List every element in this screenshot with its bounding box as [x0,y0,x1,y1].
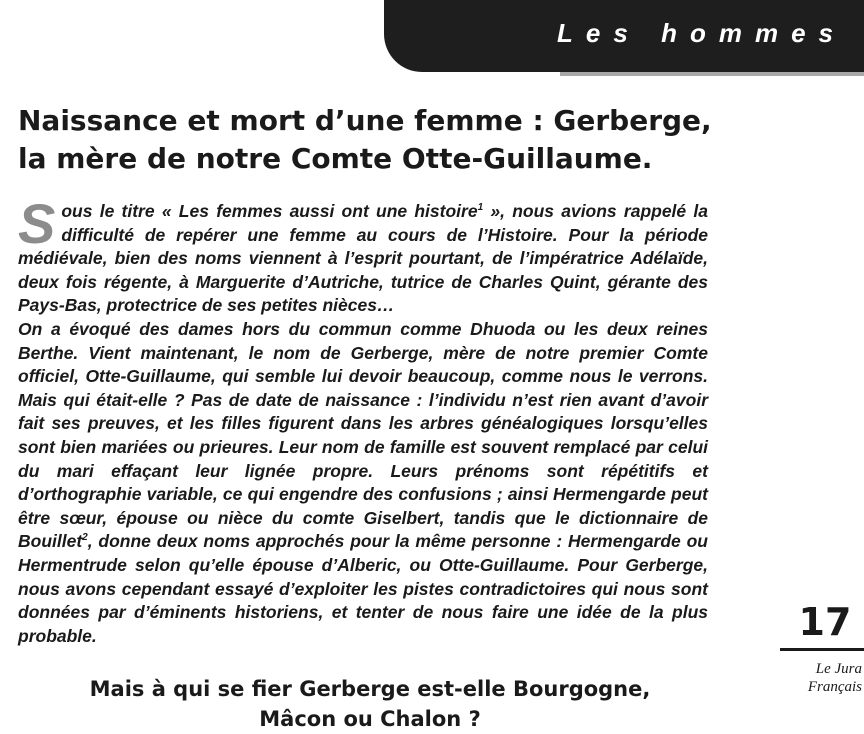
paragraph-1-text-a: ous le titre « Les femmes aussi ont une histoire [61,201,478,221]
publication-line-2: Français [807,679,862,695]
publication-line-1: Le Jura [815,661,862,677]
article-title [18,102,778,178]
article-title-line-1: Naissance et mort d’une femme : Gerberge, [18,104,712,137]
article-body [18,192,708,648]
paragraph-2-text-a: On a évoqué des dames hors du commun comme Dhuoda ou les deux reines Berthe. Vient maintenant, le nom de Gerberge, mère de notre premier Comte officiel, Otte-Guillaume, qui semble lui devoir beaucoup, comme nous le verrons. Mais qui était-elle ? Pas de date de naissance : l’individu n’est rien avant d’avoir fait ses preuves, et les filles figurent dans les arbres généalogiques lorsqu’elles sont bien mariées ou prieures. Leur nom de famille est souvent remplacé par celui du mari effaçant leur lignée propre. Leurs prénoms sont répétitifs et d’orthographie variable, ce qui engendre des confusions ; ainsi Hermengarde peut être sœur, épouse ou nièce du comte Giselbert, tandis que le dictionnaire de Bouillet [18,318,708,552]
paragraph-2 [18,318,708,648]
footnote-marker-2: 2 [82,532,88,544]
section-subheading [60,674,680,734]
subheading-line-1: Mais à qui se fier Gerberge est-elle Bourgogne, [89,677,651,701]
subheading-line-2: Mâcon ou Chalon ? [259,707,481,731]
publication-name [778,660,862,696]
section-title: Les hommes [557,18,846,48]
header-rule [560,72,864,76]
paragraph-1-text-b: », nous avions rappelé la difficulté de repérer une femme au cours de l’Histoire. Pour la période médiévale, bien des noms viennent à l’esprit pourtant, de l’impératrice Adélaïde, deux fois régente, à Marguerite d’Autriche, tutrice de Charles Quint, gérante des Pays-Bas, protectrice de ses petites nièces… [18,201,708,316]
article-title-line-2: la mère de notre Comte Otte-Guillaume. [18,142,653,175]
footnote-marker-1: 1 [477,202,484,214]
drop-cap: S [18,192,56,255]
page-number-rule [780,648,864,651]
paragraph-2-text-b: , donne deux noms approchés pour la même personne : Hermengarde ou Hermentrude selon qu’elle épouse d’Alberic, ou Otte-Guillaume. Pour Gerberge, nous avons cependant essayé d’exploiter les pistes contradictoires qui nous sont données par d’éminents historiens, et tenter de nous faire une idée de la plus probable. [18,531,708,646]
paragraph-1 [18,192,708,318]
page-number: 17 [798,600,852,644]
